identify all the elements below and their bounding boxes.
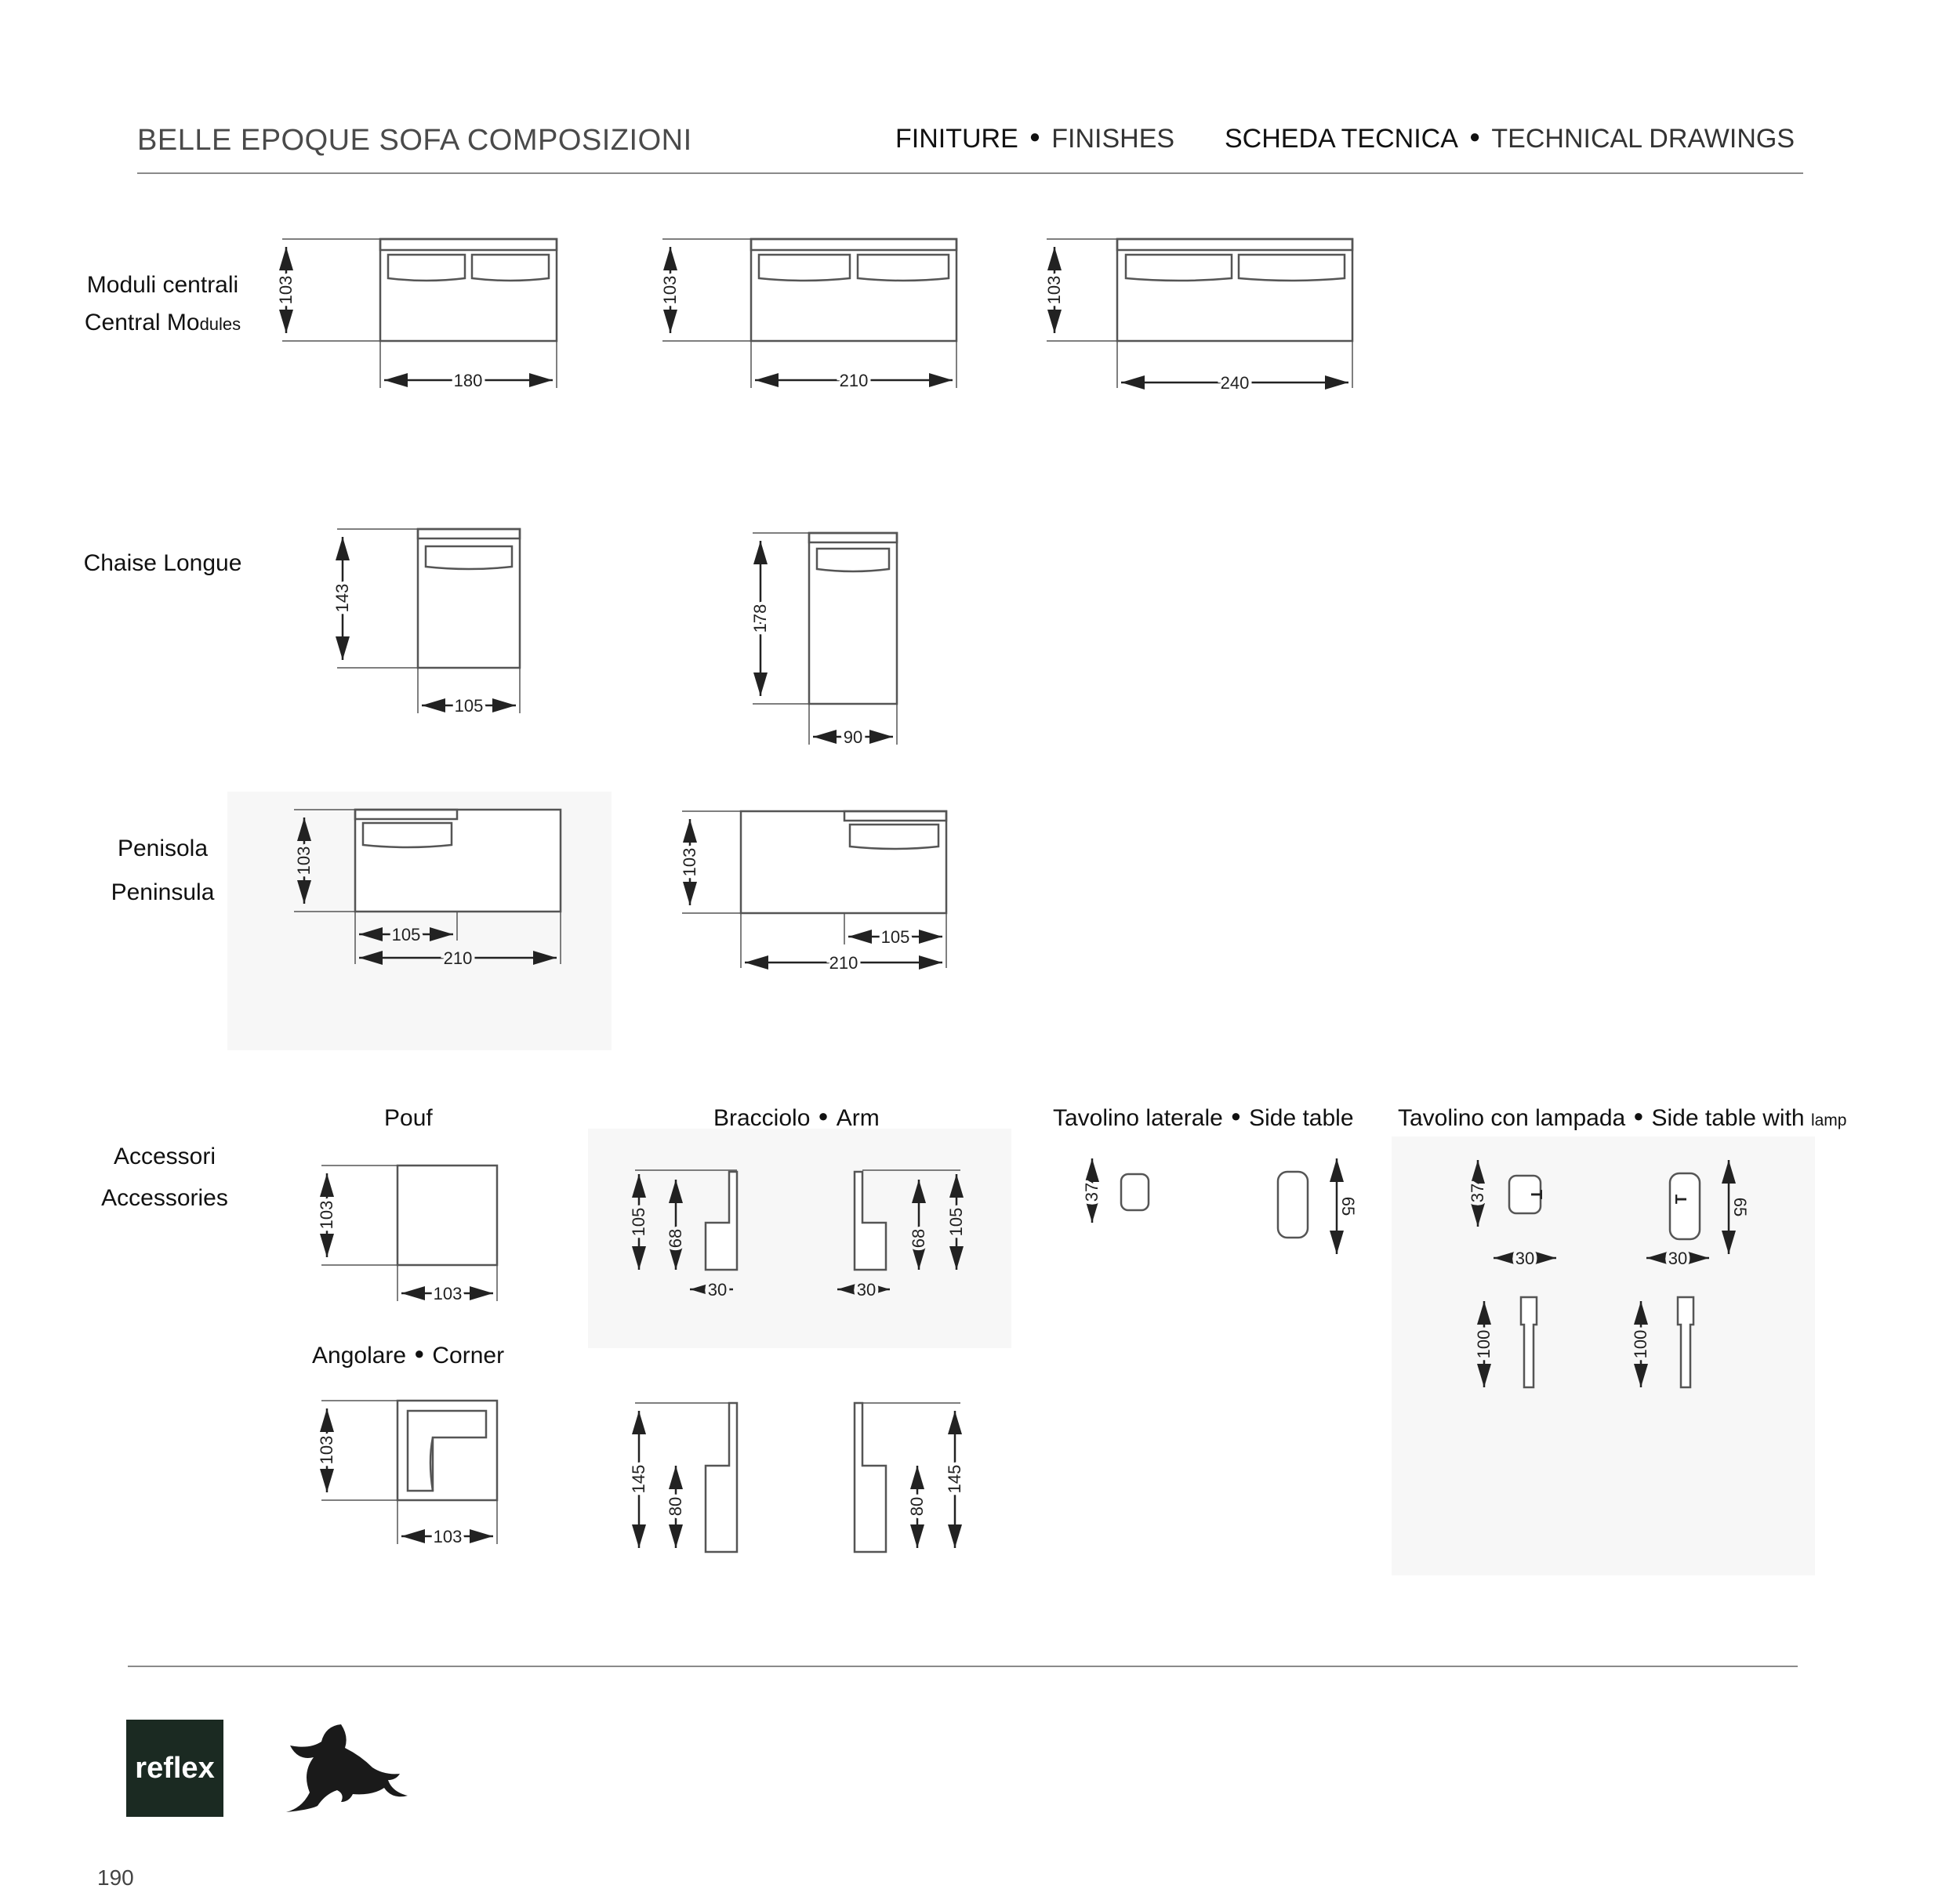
chaise-2-height: 178 [750, 604, 770, 633]
peninsula-1-height: 103 [294, 846, 314, 875]
peninsula-1-width: 210 [443, 948, 473, 968]
lamp-table-depth: 37 [1468, 1183, 1487, 1203]
chaise-2-width: 90 [843, 727, 863, 747]
lamp-height-2: 100 [1631, 1329, 1650, 1359]
corner-width: 103 [433, 1527, 463, 1546]
lamp-table-drawing [1478, 1160, 1729, 1387]
arm-right-height-alt: 145 [945, 1464, 964, 1494]
corner-height: 103 [317, 1435, 336, 1465]
caption-pouf: Pouf [384, 1105, 433, 1131]
peninsula-1-seat: 105 [391, 925, 421, 944]
arm-left-bottom [635, 1403, 737, 1552]
lamp-height-1: 100 [1474, 1329, 1494, 1359]
winged-lion-logo [274, 1718, 423, 1820]
section-label-peninsula: Penisola Peninsula [111, 836, 215, 905]
chaise-longue-143 [337, 529, 520, 713]
caption-corner: Angolare ● Corner [312, 1343, 505, 1369]
central-1-width: 180 [453, 371, 483, 390]
central-label-en: Central Modules [84, 310, 241, 335]
page-title: BELLE EPOQUE SOFA COMPOSIZIONI [137, 124, 692, 157]
central-module-240 [1047, 239, 1352, 388]
chaise-1-width: 105 [454, 696, 484, 716]
caption-side-table: Tavolino laterale ● Side table [1053, 1105, 1354, 1131]
side-table-drawing [1092, 1158, 1337, 1254]
arm-left-top [635, 1170, 737, 1289]
nav-finiture-label: FINITURE [895, 124, 1018, 154]
caption-lamp-table: Tavolino con lampada ● Side table with lamp [1398, 1105, 1847, 1131]
caption-arm: Bracciolo ● Arm [713, 1105, 880, 1131]
central-1-height: 103 [276, 275, 296, 305]
reflex-logo: reflex [126, 1720, 223, 1817]
nav-scheda-label: SCHEDA TECNICA [1225, 124, 1458, 154]
chaise-longue-178 [753, 533, 897, 745]
arm-left-seat-alt: 80 [666, 1496, 685, 1517]
central-module-210 [662, 239, 956, 388]
arm-right-top [837, 1170, 960, 1289]
central-2-width: 210 [839, 371, 869, 390]
corner-drawing [321, 1401, 497, 1544]
central-label-it: Moduli centrali [86, 272, 239, 298]
central-3-height: 103 [1044, 275, 1064, 305]
section-label-accessories: Accessori Accessories [101, 1144, 228, 1211]
nav-technical-label: TECHNICAL DRAWINGS [1491, 124, 1795, 154]
lamp-table-width-1: 30 [1515, 1249, 1535, 1268]
arm-left-height-alt: 145 [629, 1464, 648, 1494]
chaise-1-height: 143 [332, 583, 352, 613]
lamp-table-symbol-1: T [1527, 1189, 1544, 1200]
footer-rule [128, 1666, 1798, 1667]
arm-left-height: 105 [629, 1207, 648, 1237]
separator-dot: ● [1029, 126, 1041, 147]
nav-finishes-label: FINISHES [1051, 124, 1175, 154]
pouf-width: 103 [433, 1284, 463, 1303]
arm-right-width: 30 [856, 1280, 877, 1300]
section-label-chaise: Chaise Longue [83, 550, 242, 576]
central-3-width: 240 [1220, 373, 1250, 393]
central-2-height: 103 [660, 275, 680, 305]
peninsula-left [294, 810, 561, 964]
arm-right-height: 105 [946, 1207, 966, 1237]
peninsula-2-seat: 105 [880, 927, 910, 947]
arm-left-seat: 68 [666, 1228, 685, 1249]
side-table-height: 65 [1338, 1196, 1358, 1216]
separator-dot: ● [1468, 126, 1481, 147]
page-number: 190 [97, 1865, 134, 1890]
pouf-height: 103 [317, 1200, 336, 1230]
peninsula-2-width: 210 [829, 953, 858, 973]
arm-left-width: 30 [707, 1280, 728, 1300]
side-table-depth: 37 [1082, 1182, 1102, 1202]
lamp-table-width-2: 30 [1668, 1249, 1688, 1268]
peninsula-2-height: 103 [680, 847, 699, 877]
pouf-drawing [321, 1166, 497, 1301]
arm-right-seat-alt: 80 [907, 1496, 927, 1517]
central-module-180 [282, 239, 557, 388]
arm-right-seat: 68 [909, 1228, 928, 1249]
lamp-table-symbol-2: T [1673, 1194, 1690, 1205]
lamp-table-height: 65 [1730, 1197, 1750, 1217]
